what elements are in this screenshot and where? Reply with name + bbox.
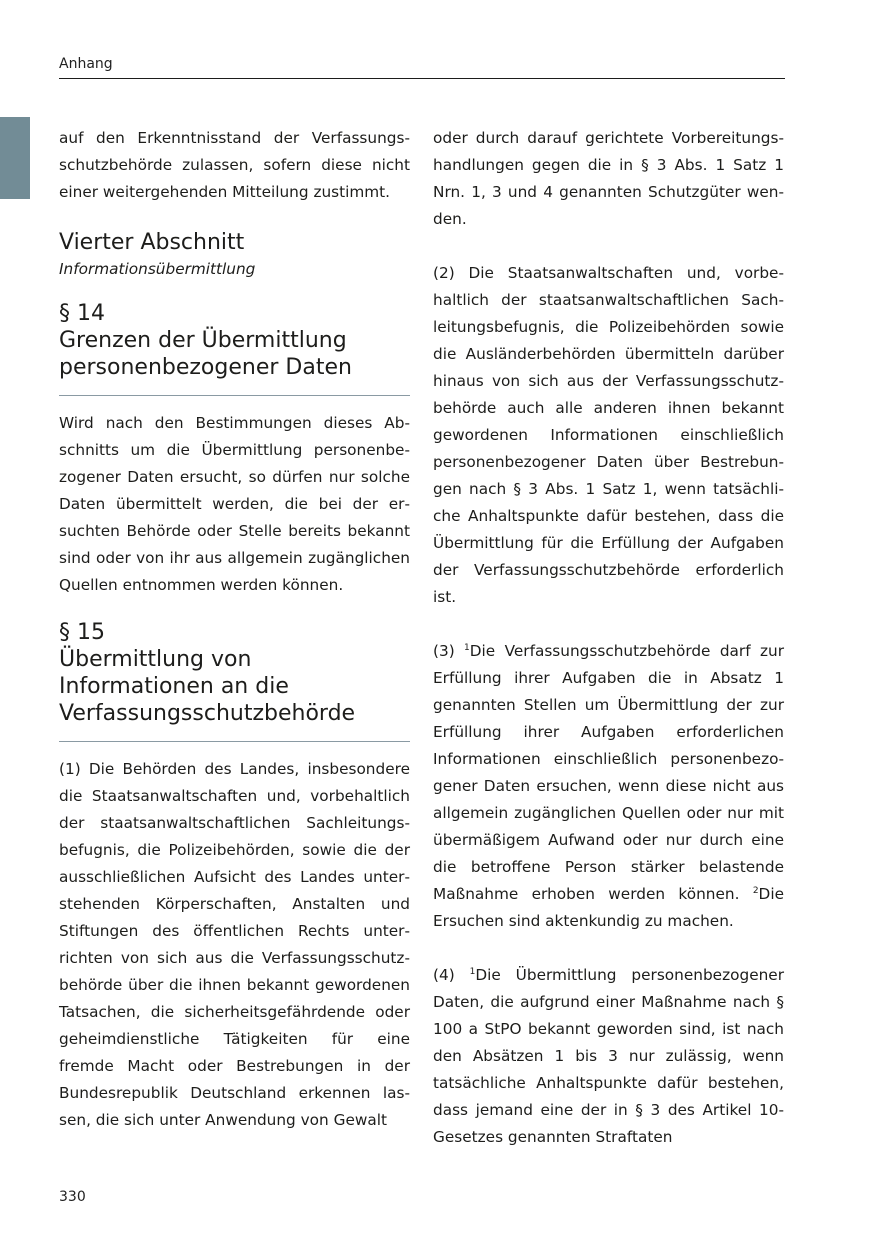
subsection-4-lead: (4)	[433, 966, 470, 984]
sentence-number: 1	[464, 643, 470, 653]
paragraph-14-rule	[59, 395, 410, 396]
paragraph-15-title: Übermittlung von Informationen an die Verfassungsschutzbehörde	[59, 647, 356, 726]
subsection-3	[433, 638, 784, 935]
subsection-2: (2) Die Staatsanwaltschaften und, vorbehaltlich der staatsanwaltschaftlichen Sachleitungsbefugnis, die Polizeibehörden sowie die Ausländerbehörden übermitteln darüber hinaus von sich aus der Verfassungsschutzbehörde auch alle anderen ihnen bekannt gewordenen Informationen einschließlich personenbezogener Daten über Bestrebungen nach § 3 Abs. 1 Satz 1, wenn tatsächliche Anhaltspunkte dafür bestehen, dass die Übermittlung für die Erfüllung der Aufgaben der Verfassungsschutzbehörde erforderlich ist.	[433, 264, 784, 606]
sentence-number: 2	[752, 886, 759, 896]
paragraph-15-text: (1) Die Behörden des Landes, insbesondere die Staatsanwaltschaften und, vorbehaltlich der staatsanwaltschaftlichen Sachleitungsbefugnis, die Polizeibehörden, sowie die der ausschließlichen Aufsicht des Landes unterstehenden Körperschaften, Anstalten und Stiftungen des öffentlichen Rechts unterrichten von sich aus die Verfassungsschutzbehörde über die ihnen bekannt gewordenen Tatsachen, die sicherheitsgefährdende oder geheimdienstliche Tätigkeiten für eine fremde Macht oder Bestrebungen in der Bundesrepublik Deutschland erkennen lassen, die sich unter Anwendung von Gewalt	[59, 760, 410, 1129]
paragraph-15-rule	[59, 741, 410, 742]
header-rule	[59, 78, 785, 79]
section-subheading: Informationsübermittlung	[59, 260, 256, 278]
paragraph-14-heading	[59, 300, 410, 381]
sentence-number: 1	[469, 967, 476, 977]
subsection-3-text-1: Die Verfassungsschutzbehörde darf zur Erfüllung ihrer Aufgaben die in Absatz 1 genannten Stellen um Übermittlung der zur Erfüllung ihrer Aufgaben erforderlichen Informationen einschließlich personenbezogener Daten ersuchen, wenn diese nicht aus allgemein zugänglichen Quellen oder nur mit übermäßigem Aufwand oder nur durch eine die betroffene Person stärker belastende Maßnahme erhoben werden können.	[433, 642, 784, 903]
paragraph-15-heading	[59, 619, 410, 727]
paragraph-14-title: Grenzen der Übermittlung personenbezogener Daten	[59, 328, 352, 380]
subsection-4	[433, 962, 784, 1151]
chapter-tab-marker	[0, 117, 30, 199]
continuation-paragraph: oder durch darauf gerichtete Vorbereitungshandlungen gegen die in § 3 Abs. 1 Satz 1 Nrn. 1, 3 und 4 genannten Schutzgüter wenden.	[433, 129, 784, 228]
page-number: 330	[59, 1189, 86, 1205]
paragraph-15-number: § 15	[59, 620, 105, 645]
intro-paragraph: auf den Erkenntnisstand der Verfassungsschutzbehörde zulassen, sofern diese nicht einer weitergehenden Mitteilung zustimmt.	[59, 129, 410, 201]
paragraph-14-text: Wird nach den Bestimmungen dieses Abschnitts um die Übermittlung personenbezogener Daten ersucht, so dürfen nur solche Daten übermittelt werden, die bei der ersuchten Behörde oder Stelle bereits bekannt sind oder von ihr aus allgemein zugänglichen Quellen entnommen werden können.	[59, 414, 410, 594]
running-header: Anhang	[59, 56, 113, 72]
subsection-3-lead: (3)	[433, 642, 465, 660]
subsection-3-text-2: Die Ersuchen sind aktenkundig zu machen.	[433, 885, 784, 930]
subsection-4-text-1: Die Übermittlung personenbezogener Daten, die aufgrund einer Maßnahme nach § 100 a StPO bekannt geworden sind, ist nach den Absätzen 1 bis 3 nur zulässig, wenn tatsächliche Anhaltspunkte dafür bestehen, dass jemand eine der in § 3 des Artikel 10-Gesetzes genannten Straftaten	[433, 966, 784, 1146]
left-column	[59, 125, 410, 1134]
paragraph-14-number: § 14	[59, 301, 105, 326]
section-heading: Vierter Abschnitt	[59, 230, 245, 255]
right-column	[433, 125, 784, 1151]
